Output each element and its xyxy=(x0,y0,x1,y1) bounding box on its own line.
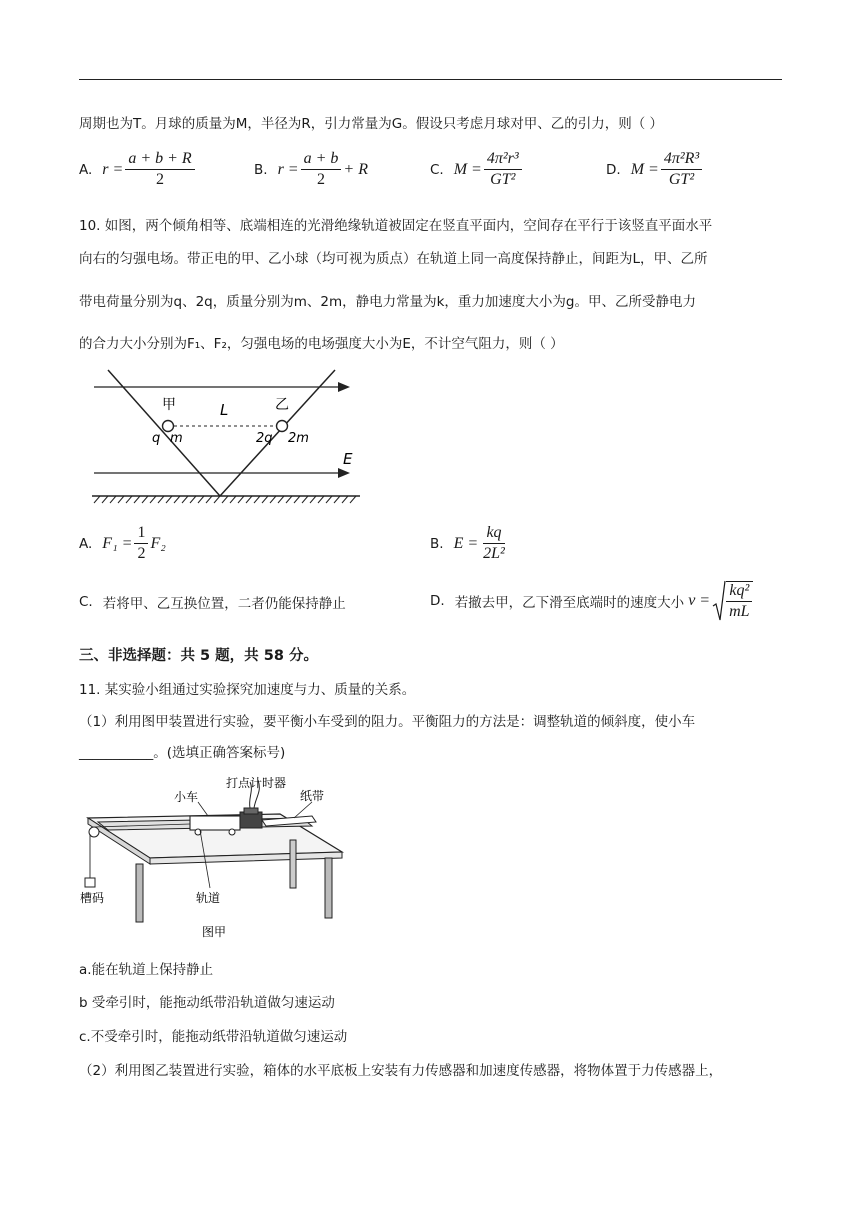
weight-block xyxy=(85,878,95,887)
label-car: 小车 xyxy=(174,790,199,804)
timer-top xyxy=(244,808,258,814)
q9-option-a[interactable]: A. r = $\frac{a + b + R}{2}$ xyxy=(79,150,197,189)
label-2q: 2q xyxy=(256,431,273,446)
pulley xyxy=(89,827,99,837)
q11-figure-jia xyxy=(80,770,350,942)
label-L: L xyxy=(220,401,229,419)
q11-part1: （1）利用图甲装置进行实验，要平衡小车受到的阻力。平衡阻力的方法是：调整轨道的倾斜度，使小车 xyxy=(79,714,696,730)
figure-caption: 图甲 xyxy=(202,925,227,939)
field-arrow-top xyxy=(338,382,350,392)
q11-choice-a[interactable]: a.能在轨道上保持静止 xyxy=(79,962,214,978)
label-weight: 槽码 xyxy=(80,891,105,905)
q10-line-4: 的合力大小分别为F₁、F₂，匀强电场的电场强度大小为E，不计空气阻力，则（ ） xyxy=(79,336,564,352)
label-m: m xyxy=(170,431,183,446)
field-arrow-bottom xyxy=(338,468,350,478)
table-leg-front-right xyxy=(325,858,332,918)
q11-choice-b[interactable]: b 受牵引时，能拖动纸带沿轨道做匀速运动 xyxy=(79,995,335,1011)
label-yi: 乙 xyxy=(275,397,289,413)
label-jia: 甲 xyxy=(162,397,176,413)
label-track: 轨道 xyxy=(196,891,221,905)
label-2m: 2m xyxy=(288,431,309,446)
leader-tape xyxy=(294,802,312,818)
q9-option-d[interactable]: D. M = $\frac{\text{4π²R³}}{\text{GT²}}$ xyxy=(606,150,704,189)
label-timer: 打点计时器 xyxy=(226,776,287,790)
section-heading: 三、非选择题：共 5 题，共 58 分。 xyxy=(79,648,318,664)
q10-line-3: 带电荷量分别为q、2q，质量分别为m、2m，静电力常量为k，重力加速度大小为g。甲、乙所受静电力 xyxy=(79,294,697,310)
track-right xyxy=(220,370,335,496)
car-wheel-2 xyxy=(229,829,235,835)
track-left xyxy=(108,370,220,496)
label-E: E xyxy=(343,450,353,468)
sqrt-sign-icon xyxy=(712,580,726,622)
car-body xyxy=(190,816,240,830)
leader-car xyxy=(198,802,208,816)
ball-yi xyxy=(277,421,288,432)
q11-intro: 11. 某实验小组通过实验探究加速度与力、质量的关系。 xyxy=(79,682,416,698)
q11-choice-c[interactable]: c.不受牵引时，能拖动纸带沿轨道做匀速运动 xyxy=(79,1029,348,1045)
q9-option-c[interactable]: C. M = $\frac{\text{4π²r³}}{\text{GT²}}$ xyxy=(430,150,524,189)
q9-option-b[interactable]: B. r = $\frac{a + b}{2}$ + R xyxy=(254,150,368,188)
table-leg-back-right xyxy=(290,840,296,888)
q10-line-1: 10. 如图，两个倾角相等、底端相连的光滑绝缘轨道被固定在竖直平面内，空间存在平行于该竖直平面水平 xyxy=(79,218,713,234)
q10-figure xyxy=(88,362,368,510)
q10-option-c[interactable]: C. 若将甲、乙互换位置，二者仍能保持静止 xyxy=(79,594,346,612)
q11-part2: （2）利用图乙装置进行实验，箱体的水平底板上安装有力传感器和加速度传感器，将物体置于力传感器上， xyxy=(79,1063,723,1079)
label-q: q xyxy=(152,431,161,446)
q11-blank-line: ___________。(选填正确答案标号) xyxy=(79,745,286,761)
sqrt-expression: $\frac{\text{kq²}}{mL}$ xyxy=(712,580,754,622)
label-tape: 纸带 xyxy=(300,789,325,803)
q9-tail-text: 周期也为T。月球的质量为M，半径为R，引力常量为G。假设只考虑月球对甲、乙的引力，则（ ） xyxy=(79,116,664,132)
q10-line-2: 向右的匀强电场。带正电的甲、乙小球（均可视为质点）在轨道上同一高度保持静止，间距为L，甲、乙所 xyxy=(79,251,708,267)
ground-hatch xyxy=(94,496,356,503)
q10-option-d[interactable]: D. 若撤去甲，乙下滑至底端时的速度大小 v = $\frac{\text{kq²}}{mL}$ xyxy=(430,580,755,622)
table-leg-front-left xyxy=(136,864,143,922)
q10-option-b[interactable]: B. E = $\frac{kq}{\text{2L²}}$ xyxy=(430,524,505,562)
header-rule xyxy=(79,79,782,80)
q10-option-a[interactable]: A. F₁ = $\frac{1}{2}$ F₂ xyxy=(79,524,166,562)
ball-jia xyxy=(163,421,174,432)
